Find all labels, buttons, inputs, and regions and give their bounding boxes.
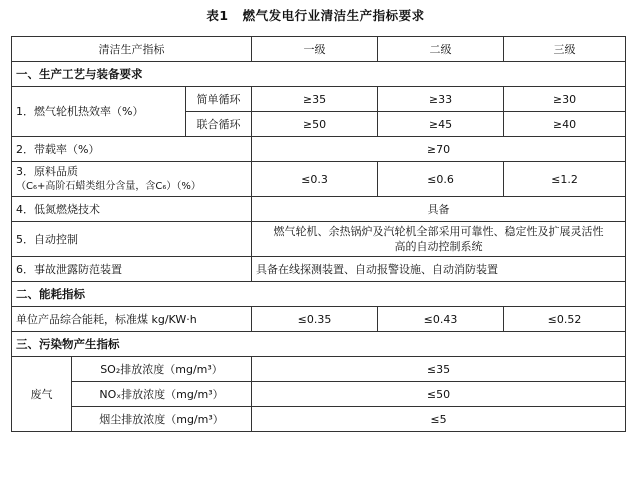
dust-value: ≤5 <box>252 407 626 432</box>
section-row <box>12 332 626 357</box>
combined-cycle-l2: ≥45 <box>378 112 504 137</box>
table-title-text: 燃气发电行业清洁生产指标要求 <box>242 8 425 23</box>
waste-gas-label: 废气 <box>12 357 72 432</box>
leak-prevention-value: 具备在线探测装置、自动报警设施、自动消防装置 <box>252 257 626 282</box>
section-heading-3: 三、污染物产生指标 <box>12 332 626 357</box>
auto-control-value <box>252 222 626 257</box>
table-row <box>12 137 626 162</box>
simple-cycle-label: 简单循环 <box>186 87 252 112</box>
simple-cycle-l1: ≥35 <box>252 87 378 112</box>
efficiency-label: 1．燃气轮机热效率（%） <box>12 87 186 137</box>
table-row <box>12 87 626 112</box>
fuel-quality-label-line1: 3．原料品质 <box>16 165 78 178</box>
section-heading-2: 二、能耗指标 <box>12 282 626 307</box>
load-rate-label: 2．带载率（%） <box>12 137 252 162</box>
dust-label: 烟尘排放浓度（mg/m³） <box>72 407 252 432</box>
table-row <box>12 407 626 432</box>
section-row <box>12 282 626 307</box>
table-row <box>12 307 626 332</box>
table-row <box>12 222 626 257</box>
combined-cycle-l1: ≥50 <box>252 112 378 137</box>
so2-label: SO₂排放浓度（mg/m³） <box>72 357 252 382</box>
table-row <box>12 257 626 282</box>
low-nox-value: 具备 <box>252 197 626 222</box>
auto-control-value-line2: 高的自动控制系统 <box>394 240 483 253</box>
fuel-quality-label-line2: （C₆+高阶石蜡类组分含量，含C₆）（%） <box>16 181 201 192</box>
fuel-quality-l1: ≤0.3 <box>252 162 378 197</box>
simple-cycle-l2: ≥33 <box>378 87 504 112</box>
auto-control-label: 5．自动控制 <box>12 222 252 257</box>
so2-value: ≤35 <box>252 357 626 382</box>
energy-consumption-l2: ≤0.43 <box>378 307 504 332</box>
fuel-quality-l3: ≤1.2 <box>504 162 626 197</box>
energy-consumption-label: 单位产品综合能耗，标准煤 kg/KW·h <box>12 307 252 332</box>
section-heading-1: 一、生产工艺与装备要求 <box>12 62 626 87</box>
nox-value: ≤50 <box>252 382 626 407</box>
combined-cycle-l3: ≥40 <box>504 112 626 137</box>
load-rate-value: ≥70 <box>252 137 626 162</box>
table-row <box>12 162 626 197</box>
fuel-quality-label <box>12 162 252 197</box>
energy-consumption-l3: ≤0.52 <box>504 307 626 332</box>
energy-consumption-l1: ≤0.35 <box>252 307 378 332</box>
table-row <box>12 357 626 382</box>
table-number: 表1 <box>206 8 229 23</box>
nox-label: NOₓ排放浓度（mg/m³） <box>72 382 252 407</box>
section-row <box>12 62 626 87</box>
table-row <box>12 197 626 222</box>
header-level2: 二级 <box>378 37 504 62</box>
combined-cycle-label: 联合循环 <box>186 112 252 137</box>
leak-prevention-label: 6．事故泄露防范装置 <box>12 257 252 282</box>
table-title <box>0 6 631 24</box>
table-row <box>12 382 626 407</box>
auto-control-value-line1: 燃气轮机、余热锅炉及汽轮机全部采用可靠性、稳定性及扩展灵活性 <box>273 225 604 238</box>
clean-production-table <box>11 36 626 432</box>
simple-cycle-l3: ≥30 <box>504 87 626 112</box>
header-indicator: 清洁生产指标 <box>12 37 252 62</box>
header-row <box>12 37 626 62</box>
header-level1: 一级 <box>252 37 378 62</box>
header-level3: 三级 <box>504 37 626 62</box>
low-nox-label: 4．低氮燃烧技术 <box>12 197 252 222</box>
fuel-quality-l2: ≤0.6 <box>378 162 504 197</box>
